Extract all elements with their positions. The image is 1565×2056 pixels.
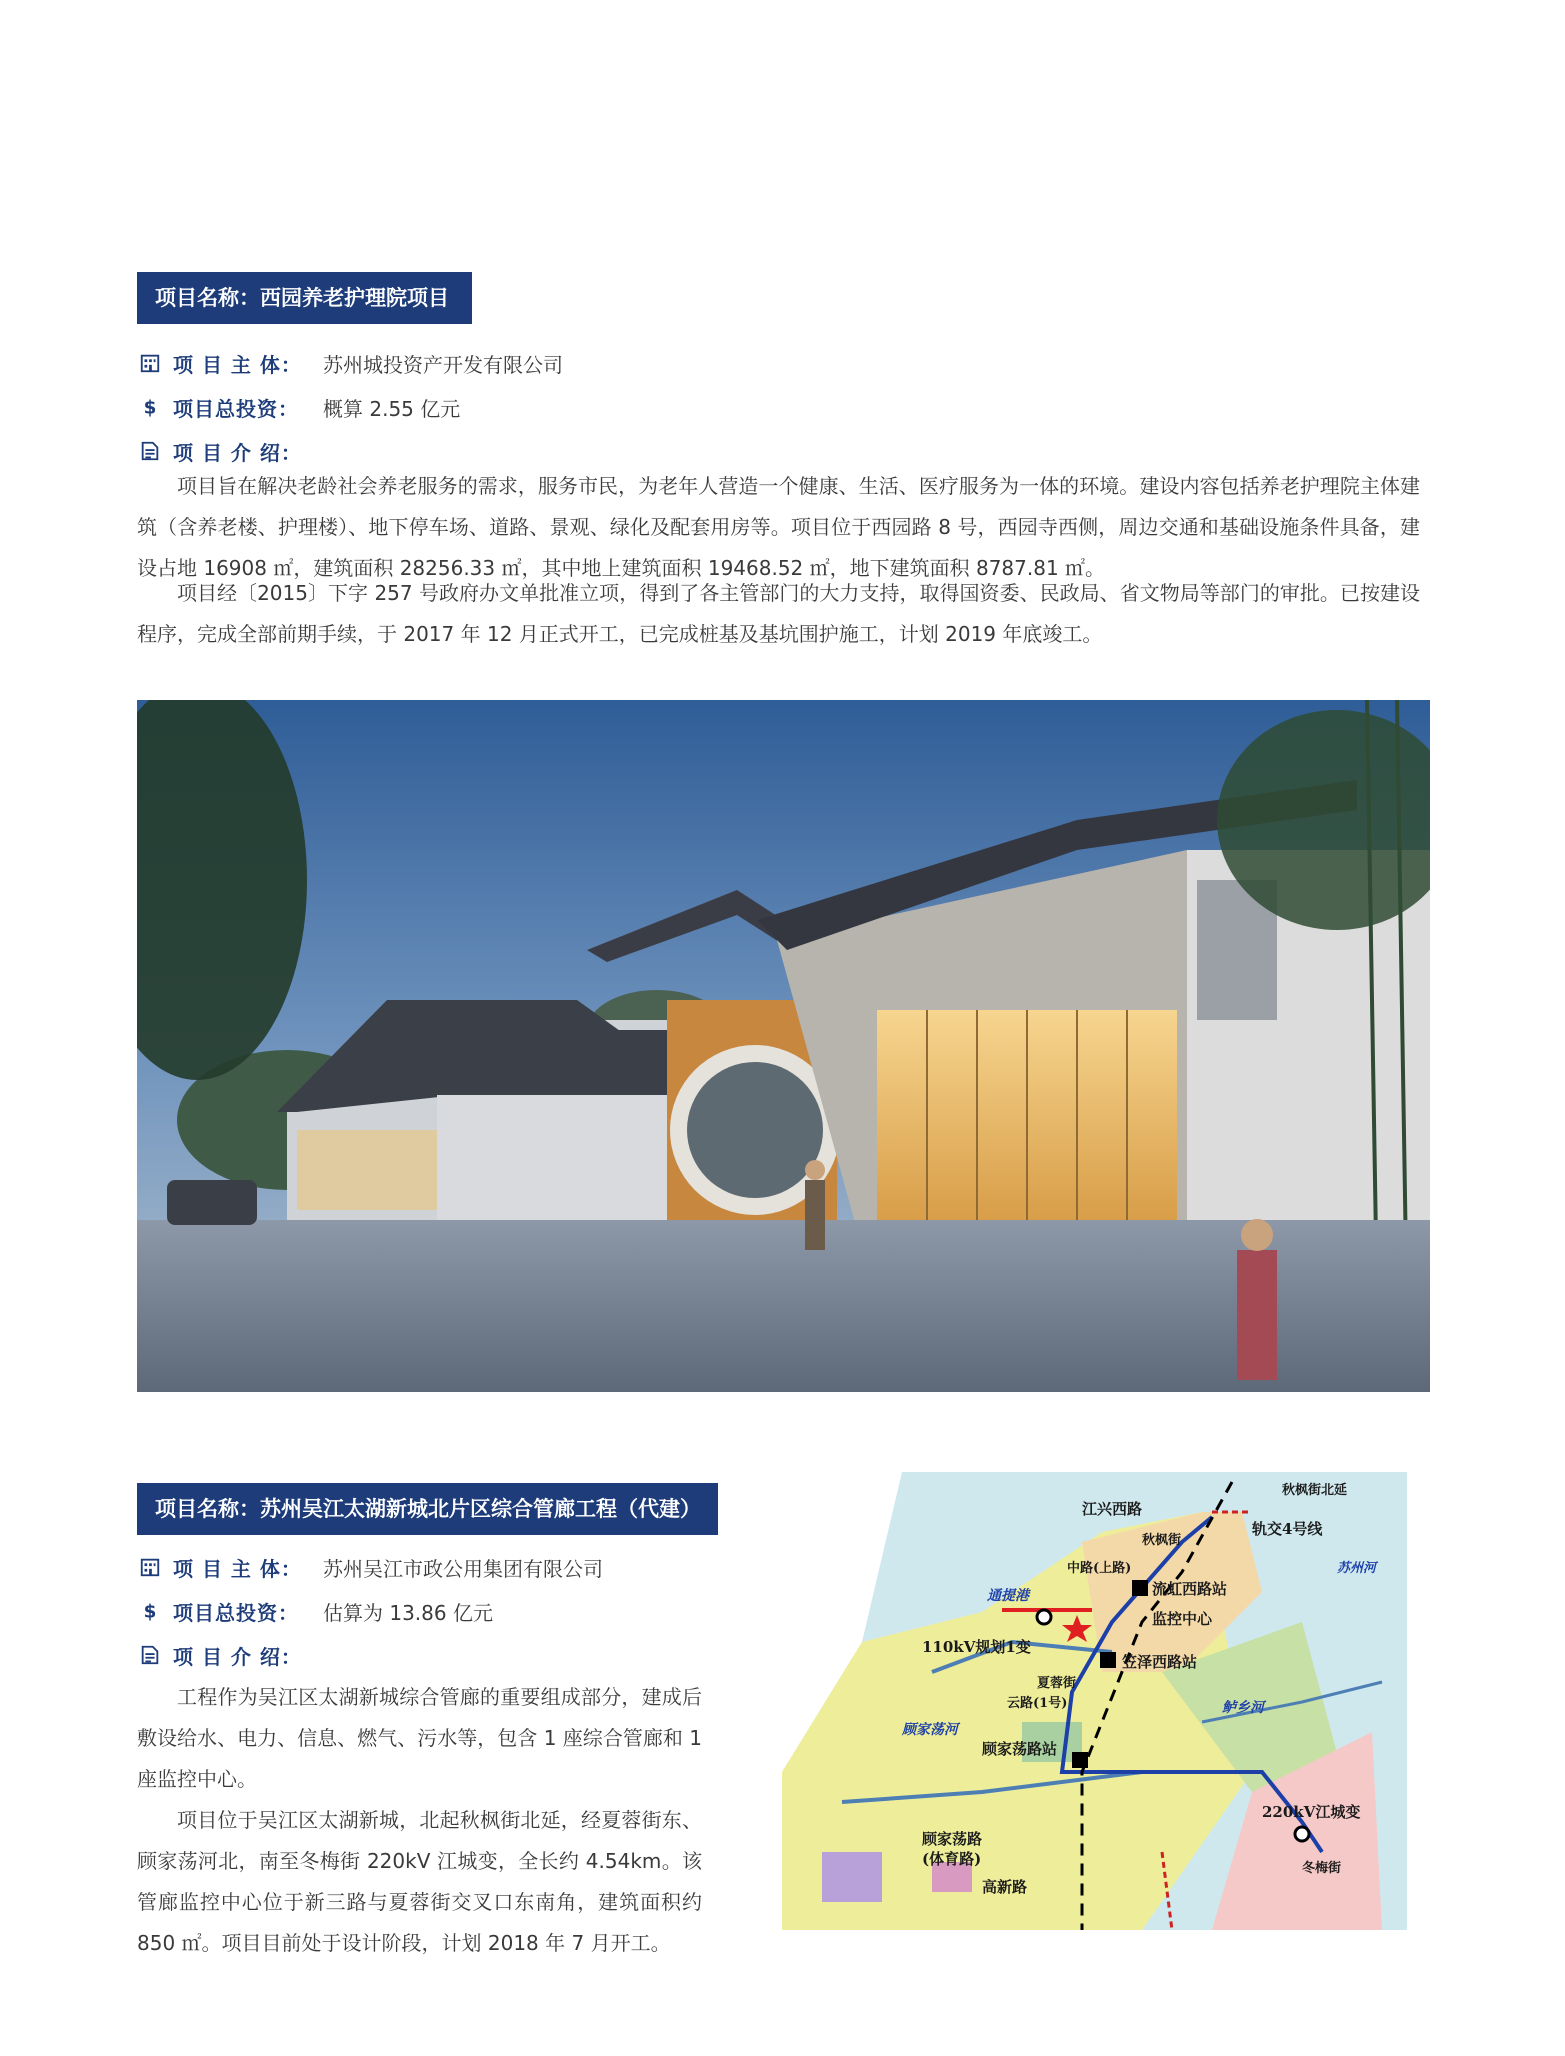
project1-investment-row bbox=[137, 390, 460, 424]
dollar-icon bbox=[137, 1598, 163, 1624]
entity-value: 苏州城投资产开发有限公司 bbox=[323, 352, 563, 377]
map-label-liuhong: 流虹西路站 bbox=[1152, 1580, 1228, 1598]
pipe-gallery-map bbox=[782, 1472, 1407, 1930]
entity-value: 苏州吴江市政公用集团有限公司 bbox=[323, 1556, 603, 1581]
project1-title: 项目名称：西园养老护理院项目 bbox=[137, 272, 472, 324]
project2-paragraph-1: 工程作为吴江区太湖新城综合管廊的重要组成部分，建成后敷设给水、电力、信息、燃气、污水等，包含 1 座综合管廊和 1 座监控中心。 bbox=[137, 1685, 702, 1791]
map-label-road1: 云路(1号) bbox=[1007, 1696, 1068, 1711]
investment-value: 概算 2.55 亿元 bbox=[323, 396, 461, 421]
map-label-sub110: 110kV规划1变 bbox=[922, 1638, 1031, 1656]
intro-label: 项 目 介 绍： bbox=[173, 1644, 302, 1669]
map-label-suzhou-river: 苏州河 bbox=[1337, 1561, 1377, 1576]
map-label-gaoxin: 高新路 bbox=[982, 1878, 1028, 1896]
project1-entity-row bbox=[137, 346, 563, 380]
map-label-dongmei: 冬梅街 bbox=[1302, 1861, 1342, 1876]
investment-label: 项目总投资： bbox=[173, 396, 299, 421]
project2-title: 项目名称：苏州吴江太湖新城北片区综合管廊工程（代建） bbox=[137, 1483, 718, 1535]
map-label-sub220: 220kV江城变 bbox=[1262, 1803, 1361, 1821]
map-label-tongyi: 通提港 bbox=[987, 1588, 1029, 1604]
project1-paragraph-2: 项目经〔2015〕下字 257 号政府办文单批准立项，得到了各主管部门的大力支持，取得国资委、民政局、省文物局等部门的审批。已按建设程序，完成全部前期手续，于 2017 年 12 月正式开工，已完成桩基及基坑围护施工，计划 2019 年底竣工。 bbox=[137, 581, 1420, 646]
map-label-lize: 笠泽西路站 bbox=[1122, 1653, 1198, 1671]
project2-entity-row bbox=[137, 1550, 603, 1584]
map-label-qiufeng-north: 秋枫街北延 bbox=[1282, 1483, 1348, 1498]
map-label-jiangxing: 江兴西路 bbox=[1082, 1500, 1143, 1518]
project2-investment-row bbox=[137, 1594, 493, 1628]
map-label-lu-river: 鲈乡河 bbox=[1222, 1700, 1264, 1716]
map-label-monitor: 监控中心 bbox=[1152, 1610, 1213, 1628]
map-label-sports: (体育路) bbox=[922, 1850, 982, 1868]
map-label-gujia-station: 顾家荡路站 bbox=[982, 1740, 1058, 1758]
entity-label: 项 目 主 体： bbox=[173, 352, 302, 377]
project1-intro-row bbox=[137, 434, 323, 468]
building-icon bbox=[137, 1554, 163, 1580]
document-icon bbox=[137, 1642, 163, 1668]
project2-paragraph-2: 项目位于吴江区太湖新城，北起秋枫街北延，经夏蓉街东、顾家荡河北，南至冬梅街 220kV 江城变，全长约 4.54km。该管廊监控中心位于新三路与夏蓉街交叉口东南角，建筑面积约 850 ㎡。项目目前处于设计阶段，计划 2018 年 7 月开工。 bbox=[137, 1808, 702, 1955]
document-icon bbox=[137, 438, 163, 464]
investment-label: 项目总投资： bbox=[173, 1600, 299, 1625]
map-label-middle-road: 中路(上路) bbox=[1067, 1561, 1132, 1576]
nursing-home-rendering bbox=[137, 700, 1430, 1392]
map-label-metro: 轨交4号线 bbox=[1252, 1520, 1323, 1538]
map-label-qiufeng: 秋枫街 bbox=[1142, 1533, 1182, 1548]
intro-label: 项 目 介 绍： bbox=[173, 440, 302, 465]
project1-paragraph-1: 项目旨在解决老龄社会养老服务的需求，服务市民，为老年人营造一个健康、生活、医疗服务为一体的环境。建设内容包括养老护理院主体建筑（含养老楼、护理楼）、地下停车场、道路、景观、绿化及配套用房等。项目位于西园路 8 号，西园寺西侧，周边交通和基础设施条件具备，建设占地 16908 ㎡，建筑面积 28256.33 ㎡，其中地上建筑面积 19468.52 ㎡，地下建筑面积 8787.81 ㎡。 bbox=[137, 474, 1420, 580]
svg-text:$: $ bbox=[143, 1601, 157, 1622]
dollar-icon bbox=[137, 394, 163, 420]
map-label-gujia-river: 顾家荡河 bbox=[902, 1722, 958, 1738]
project2-intro-row bbox=[137, 1638, 323, 1672]
investment-value: 估算为 13.86 亿元 bbox=[323, 1600, 493, 1625]
map-label-gujia-road: 顾家荡路 bbox=[922, 1830, 983, 1848]
map-label-xiarong: 夏蓉街 bbox=[1037, 1676, 1077, 1691]
entity-label: 项 目 主 体： bbox=[173, 1556, 302, 1581]
svg-text:$: $ bbox=[143, 397, 157, 418]
building-icon bbox=[137, 350, 163, 376]
